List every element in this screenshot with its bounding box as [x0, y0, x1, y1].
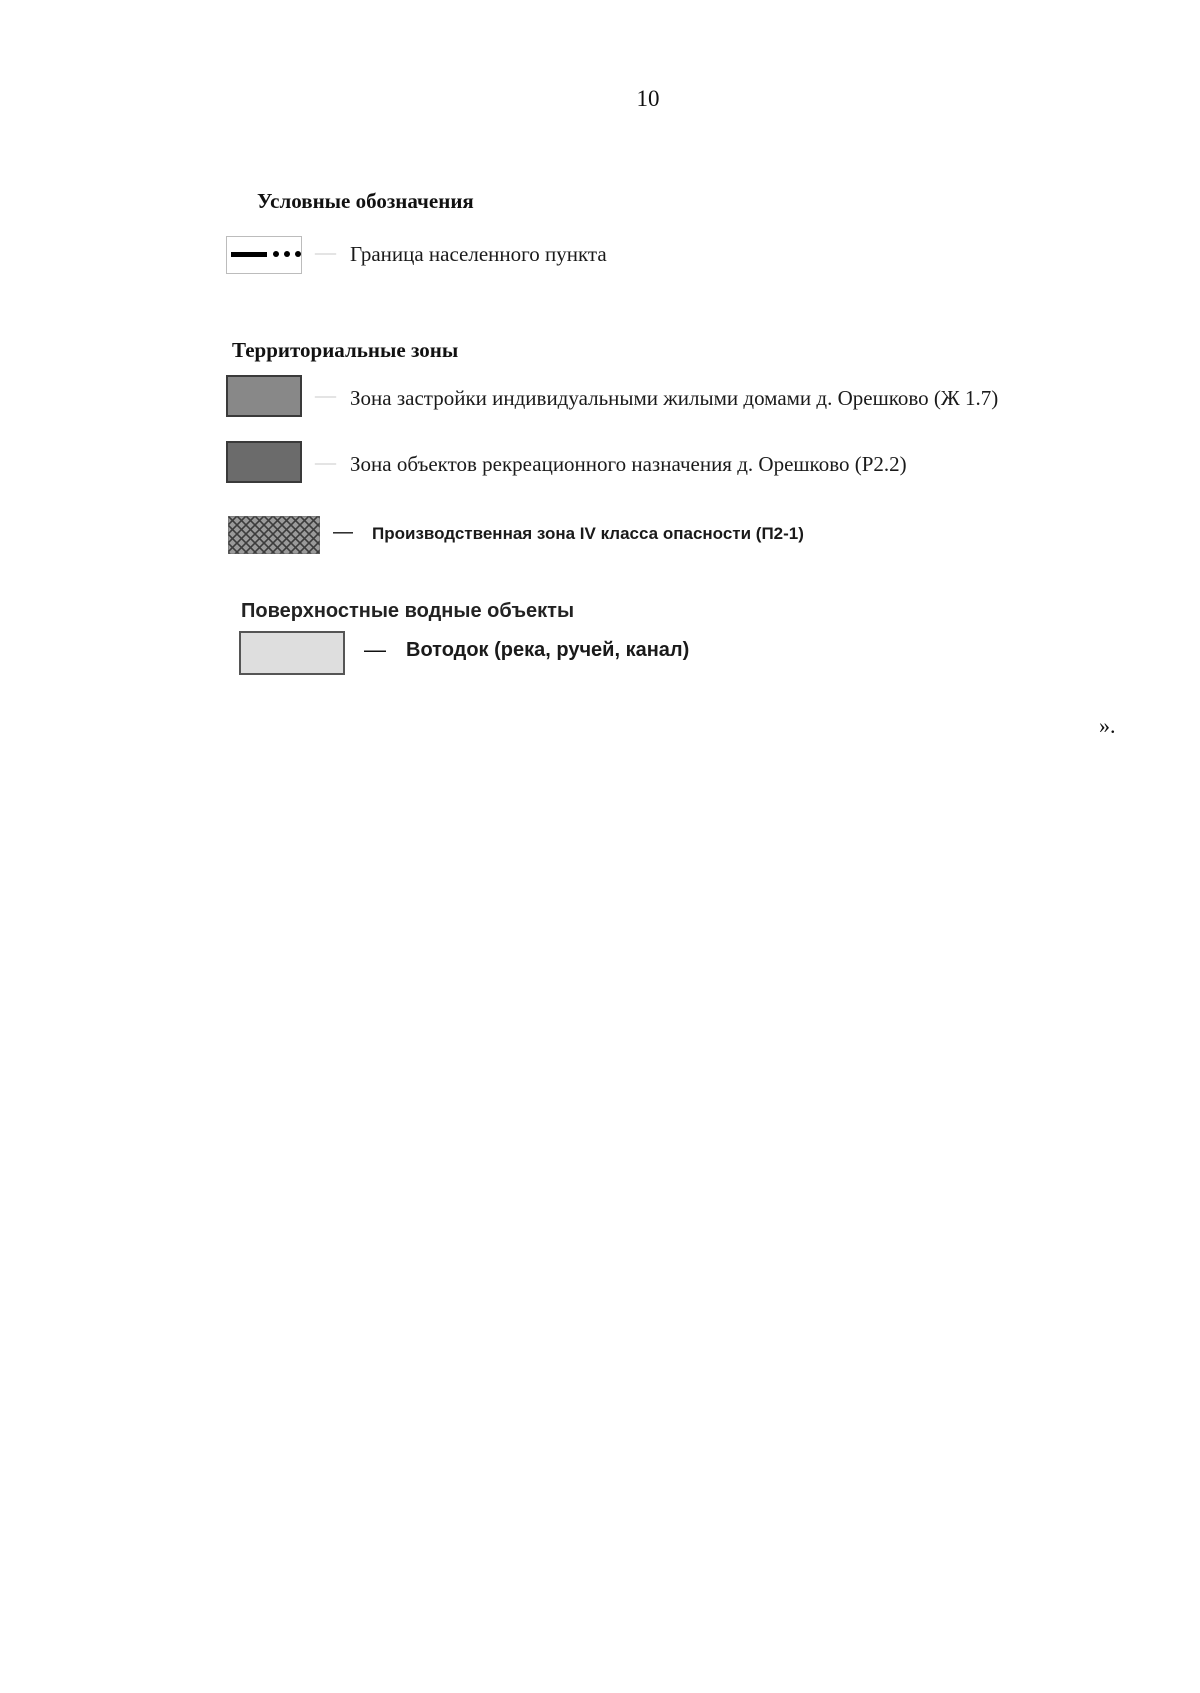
watercourse-dash: — — [364, 637, 386, 662]
boundary-dot — [295, 251, 301, 257]
boundary-dash: — — [315, 240, 336, 264]
page-number: 10 — [636, 86, 660, 111]
zone-industrial-dash: — — [333, 521, 353, 543]
boundary-solid-segment — [231, 252, 267, 257]
boundary-dot — [284, 251, 290, 257]
legend-title: Условные обозначения — [257, 189, 474, 213]
closing-quote-mark: ». — [1099, 713, 1116, 738]
zone-recreation-label: Зона объектов рекреационного назначения д. Орешково (Р2.2) — [350, 452, 907, 476]
boundary-dot — [273, 251, 279, 257]
zone-residential-label: Зона застройки индивидуальными жилыми домами д. Орешково (Ж 1.7) — [350, 386, 999, 410]
watercourse-swatch — [239, 631, 345, 675]
water-title: Поверхностные водные объекты — [241, 600, 575, 622]
zone-recreation-dash: — — [315, 450, 336, 474]
zone-residential-dash: — — [315, 383, 336, 407]
zone-industrial-hatched-swatch — [228, 516, 320, 554]
zones-title: Территориальные зоны — [232, 338, 459, 362]
zone-industrial-label: Производственная зона IV класса опасности (П2-1) — [372, 524, 804, 543]
zone-recreation-swatch — [226, 441, 302, 483]
hatch-fill — [228, 516, 320, 554]
watercourse-label: Вотодок (река, ручей, канал) — [406, 639, 690, 661]
boundary-line-swatch — [226, 236, 302, 274]
boundary-label: Граница населенного пункта — [350, 242, 607, 266]
zone-residential-swatch — [226, 375, 302, 417]
